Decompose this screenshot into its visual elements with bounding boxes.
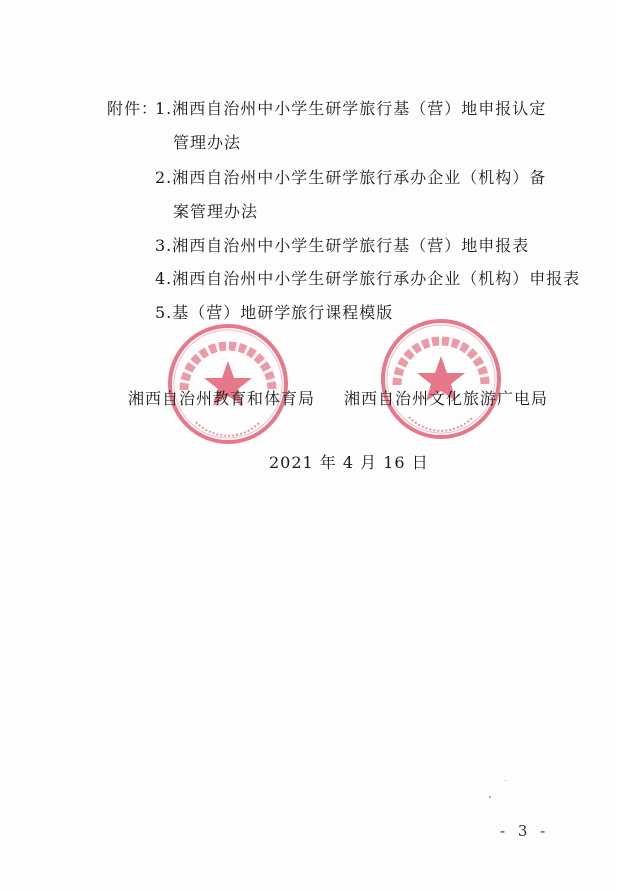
attachment-number: 5.	[155, 303, 173, 322]
attachment-title: 湘西自治州中小学生研学旅行基（营）地申报表	[172, 236, 530, 255]
attachment-number: 4.	[155, 269, 173, 288]
attachment-item-1	[155, 98, 546, 120]
signing-org-culture-tourism: 湘西自治州文化旅游广电局	[344, 389, 549, 408]
attachment-item-2	[155, 167, 546, 189]
attachment-item-3	[155, 235, 529, 257]
scan-speck	[489, 796, 491, 798]
education-bureau-seal-icon	[162, 318, 294, 450]
attachment-number: 2.	[155, 168, 173, 187]
signing-org-education: 湘西自治州教育和体育局	[128, 389, 316, 408]
attachment-item-2-continued: 案管理办法	[173, 202, 259, 221]
attachment-item-4	[155, 268, 580, 290]
attachment-title: 基（营）地研学旅行课程模版	[172, 303, 394, 322]
document-date: 2021 年 4 月 16 日	[269, 453, 429, 472]
scan-speck	[505, 780, 506, 781]
attachments-label: 附件：	[107, 99, 159, 118]
attachment-number: 3.	[155, 236, 173, 255]
attachment-title: 湘西自治州中小学生研学旅行基（营）地申报认定	[172, 99, 547, 118]
culture-tourism-bureau-seal-icon	[375, 313, 507, 445]
page-number: - 3 -	[500, 822, 550, 840]
attachment-title: 湘西自治州中小学生研学旅行承办企业（机构）备	[172, 168, 547, 187]
attachment-item-1-continued: 管理办法	[173, 133, 242, 152]
attachment-title: 湘西自治州中小学生研学旅行承办企业（机构）申报表	[172, 269, 581, 288]
attachment-number: 1.	[155, 99, 173, 118]
